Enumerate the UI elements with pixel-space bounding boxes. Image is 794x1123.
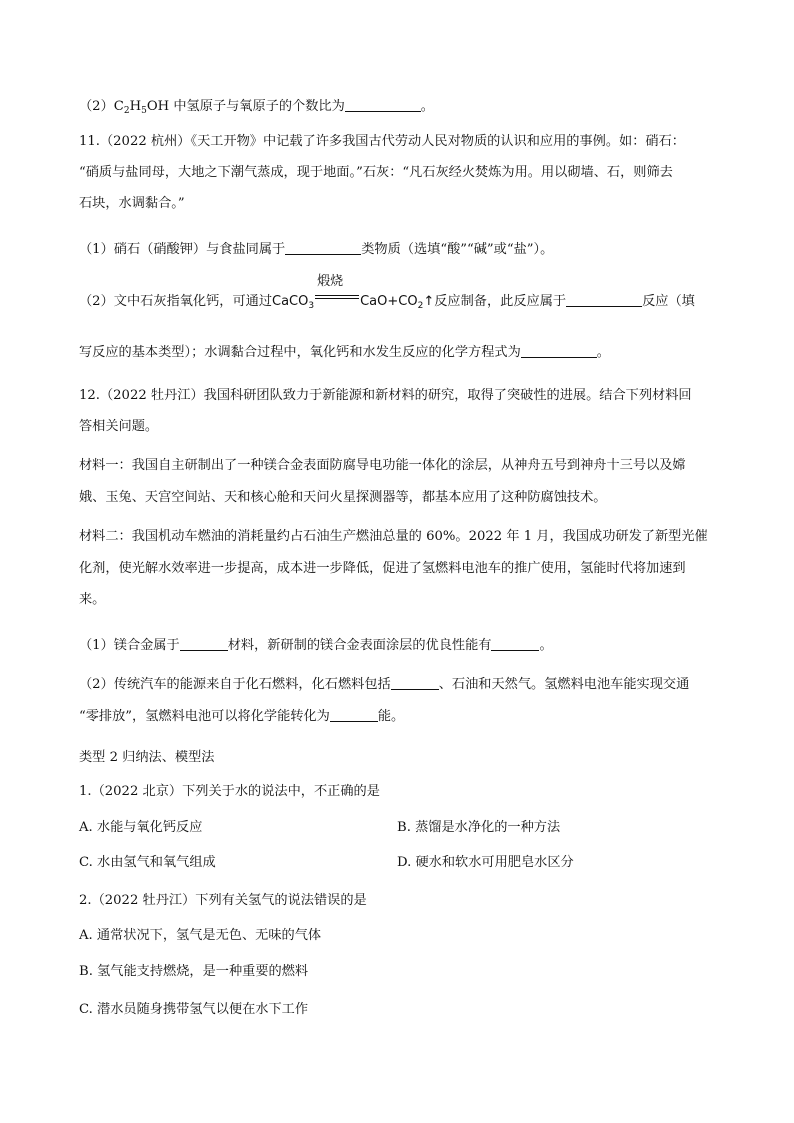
question-1-option-d[interactable]: D. 硬水和软水可用肥皂水区分 [397,855,574,870]
question-11-stem-line-2: “硝质与盐同母，大地之下潮气蒸成，现于地面。”石灰：“凡石灰经火焚炼为用。用以砌墙、石，则筛去 [79,165,673,180]
question-2-stem: 2.（2022 牡丹江）下列有关氢气的说法错误的是 [79,893,367,908]
reaction-condition: 煅烧 [315,291,359,305]
material-2-line-3: 来。 [79,592,106,607]
answer-blank[interactable] [566,293,642,307]
answer-blank[interactable] [521,344,597,358]
material-1-line-2: 娥、玉兔、天宫空间站、天和核心舱和天问火星探测器等，都基本应用了这种防腐蚀技术。 [79,490,607,505]
question-2-option-b[interactable]: B. 氢气能支持燃烧，是一种重要的燃料 [79,964,309,979]
question-2-option-a[interactable]: A. 通常状况下，氢气是无色、无味的气体 [79,928,322,943]
answer-blank[interactable] [330,708,378,722]
gas-arrow-icon: ↑ [423,294,435,309]
question-12-part-2: （2）传统汽车的能源来自于化石燃料，化石燃料包括 、石油和天然气。氢燃料电池车能实现交通 [79,677,690,692]
question-11-stem-line-1: 11.（2022 杭州）《天工开物》中记载了许多我国古代劳动人民对物质的认识和应用的事例。如：硝石： [79,134,685,149]
question-11-stem-line-3: 石块，水调黏合。” [79,196,185,211]
question-10-part-2: $(2)C_2H_5OH$ 中氢原子与氧原子的个数比为 。 [79,99,434,116]
question-1-stem: 1.（2022 北京）下列关于水的说法中，不正确的是 [79,784,380,799]
section-heading-type-2: 类型 2 归纳法、模型法 [79,750,215,765]
question-11-part-2-cont: 写反应的基本类型）；水调黏合过程中，氧化钙和水发生反应的化学方程式为 。 [79,345,610,360]
question-1-option-b[interactable]: B. 蒸馏是水净化的一种方法 [397,820,561,835]
question-11-part-2: （2）文中石灰指氧化钙，可通过CaCO$_3$ 煅烧 $CaO+CO_2↑$反应制备，此反应属于 反应（填 [79,274,695,311]
material-2-line-2: 化剂，使光解水效率进一步提高，成本进一步降低，促进了氢燃料电池车的推广使用，氢能时代将加速到 [79,561,686,576]
material-2-line-1: 材料二：我国机动车燃油的消耗量约占石油生产燃油总量的 60%。2022 年 1 月，我国成功研发了新型光催 [79,529,708,544]
question-1-option-c[interactable]: C. 水由氢气和氧气组成 [79,855,216,870]
question-12-part-1: （1）镁合金属于 材料，新研制的镁合金表面涂层的优良性能有 。 [79,638,553,653]
question-12-part-2-cont: “零排放”，氢燃料电池可以将化学能转化为 能。 [79,709,405,724]
answer-blank[interactable] [180,637,228,651]
answer-blank[interactable] [345,98,421,112]
answer-blank[interactable] [285,241,361,255]
question-2-option-c[interactable]: C. 潜水员随身携带氢气以便在水下工作 [79,1002,309,1017]
question-1-option-a[interactable]: A. 水能与氧化钙反应 [79,820,203,835]
chemical-equation: CaCO$_3$ 煅烧 $CaO+CO_2↑$ [272,274,435,311]
answer-blank[interactable] [491,637,539,651]
answer-blank[interactable] [391,676,439,690]
question-11-part-1: （1）硝石（硝酸钾）与食盐同属于 类物质（选填“酸”“碱”或“盐”）。 [79,242,554,257]
question-12-stem-line-1: 12.（2022 牡丹江）我国科研团队致力于新能源和新材料的研究，取得了突破性的进展。结合下列材料回 [79,388,692,403]
question-12-stem-line-2: 答相关问题。 [79,419,159,434]
material-1-line-1: 材料一：我国自主研制出了一种镁合金表面防腐导电功能一体化的涂层，从神舟五号到神舟十三号以及嫦 [79,458,686,473]
